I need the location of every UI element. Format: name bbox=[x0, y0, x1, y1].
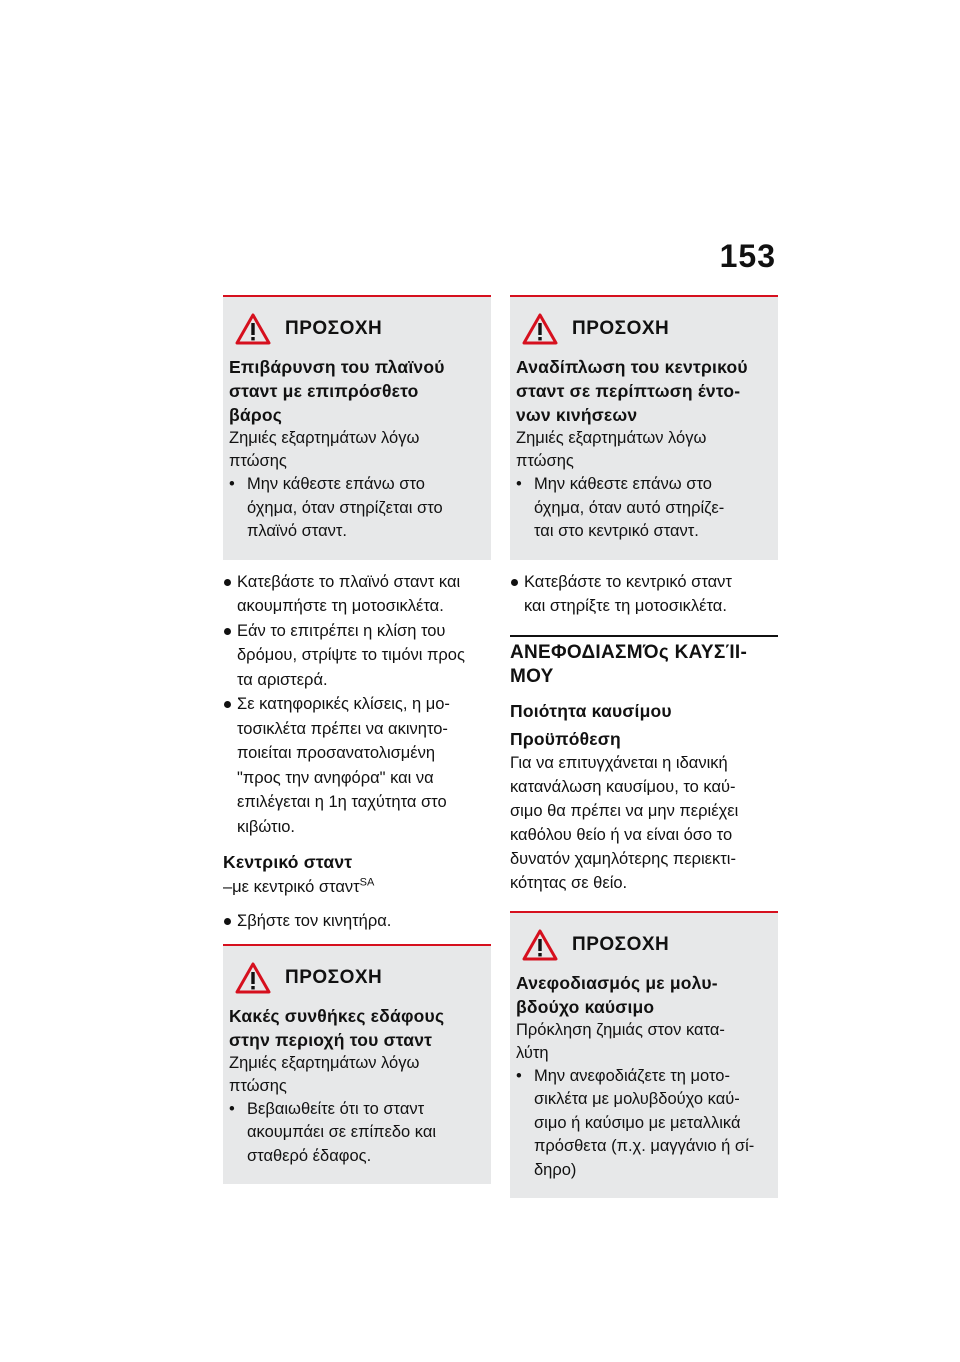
warning-triangle-icon bbox=[522, 313, 558, 345]
warning-box-ground-conditions bbox=[223, 944, 491, 1185]
warning-label: ΠΡΟΣΟΧΗ bbox=[572, 933, 670, 955]
warning-box-side-stand-load bbox=[223, 295, 491, 560]
warning-label: ΠΡΟΣΟΧΗ bbox=[572, 318, 670, 339]
step-item: Σβήστε τον κινητήρα. bbox=[223, 909, 491, 934]
fuel-quality-text: Για να επιτυγχάνεται η ιδανική κατανάλωση καυσίμου, το καύ- σιμο θα πρέπει να μην περιέχει καθόλου θείο ή να είναι όσο το δυνατόν χαμηλότερης περιεκτι- κότητας σε θείο. bbox=[510, 753, 739, 892]
warning-instruction-item: • Μην κάθεστε επάνω στο όχημα, όταν στηρίζεται στο πλαϊνό σταντ. bbox=[229, 473, 481, 544]
section-title-refuelling: ΑΝΕΦΟΔΙΑΣΜΌς ΚΑΥΣΊΙ- ΜΟΥ bbox=[510, 635, 778, 689]
warning-consequence: Ζημιές εξαρτημάτων λόγω πτώσης bbox=[516, 429, 707, 470]
warning-instruction-item: • Μην κάθεστε επάνω στο όχημα, όταν αυτό στηρίζε- ται στο κεντρικό σταντ. bbox=[516, 473, 768, 544]
warning-instructions bbox=[229, 1098, 481, 1169]
fuel-quality-heading: Ποιότητα καυσίμου bbox=[510, 700, 672, 721]
warning-box-leaded-fuel bbox=[510, 911, 778, 1199]
warning-title: Κακές συνθήκες εδάφους στην περιοχή του σταντ bbox=[229, 1005, 445, 1050]
warning-triangle-icon bbox=[235, 962, 271, 994]
warning-consequence: Πρόκληση ζημιάς στον κατα- λύτη bbox=[516, 1020, 725, 1062]
warning-instruction-item: • Μην ανεφοδιάζετε τη μοτο- σικλέτα με μολυβδούχο καύ- σιμο ή καύσιμο με μεταλλικά πρόσθετα (π.χ. μαγγάνιο ή σί- δηρο) bbox=[516, 1065, 768, 1183]
warning-box-center-stand-fold bbox=[510, 295, 778, 560]
warning-title: Επιβάρυνση του πλαϊνού σταντ με επιπρόσθετο βάρος bbox=[229, 357, 445, 425]
special-accessory-mark: SA bbox=[359, 876, 375, 889]
prerequisite-heading: Προϋπόθεση bbox=[510, 728, 621, 749]
warning-triangle-icon bbox=[235, 313, 271, 345]
center-stand-deploy-steps bbox=[510, 570, 778, 619]
step-item: Εάν το επιτρέπει η κλίση του δρόμου, στρίψτε το τιμόνι προς τα αριστερά. bbox=[223, 619, 491, 693]
center-stand-steps bbox=[223, 909, 491, 934]
center-stand-heading: Κεντρικό σταντ bbox=[223, 852, 353, 872]
page-number: 153 bbox=[719, 238, 776, 274]
warning-triangle-icon bbox=[522, 929, 558, 961]
step-item: Κατεβάστε το πλαϊνό σταντ και ακουμπήστε τη μοτοσικλέτα. bbox=[223, 570, 491, 619]
warning-title: Ανεφοδιασμός με μολυ- βδούχο καύσιμο bbox=[516, 972, 718, 1017]
equipment-note: –με κεντρικό σταντ$^{SA}$ bbox=[223, 876, 375, 896]
side-stand-steps bbox=[223, 570, 491, 840]
warning-consequence: Ζημιές εξαρτημάτων λόγω πτώσης bbox=[229, 1053, 420, 1095]
warning-title: Αναδίπλωση του κεντρικού σταντ σε περίπτωση έντο- νων κινήσεων bbox=[516, 357, 748, 425]
warning-label: ΠΡΟΣΟΧΗ bbox=[285, 318, 383, 339]
warning-consequence: Ζημιές εξαρτημάτων λόγω πτώσης bbox=[229, 429, 420, 470]
warning-instruction-item: • Βεβαιωθείτε ότι το σταντ ακουμπάει σε επίπεδο και σταθερό έδαφος. bbox=[229, 1098, 481, 1169]
step-item: Κατεβάστε το κεντρικό σταντ και στηρίξτε τη μοτοσικλέτα. bbox=[510, 570, 778, 619]
left-column bbox=[223, 295, 491, 1184]
step-item: Σε κατηφορικές κλίσεις, η μο- τοσικλέτα πρέπει να ακινητο- ποιείται προσανατολισμένη "προς την ανηφόρα" και να επιλέγεται η 1η ταχύτητα στο κιβώτιο. bbox=[223, 692, 491, 839]
warning-instructions bbox=[516, 1065, 768, 1183]
warning-label: ΠΡΟΣΟΧΗ bbox=[285, 966, 383, 988]
warning-instructions bbox=[516, 473, 768, 544]
right-column bbox=[510, 295, 778, 1198]
warning-instructions bbox=[229, 473, 481, 544]
